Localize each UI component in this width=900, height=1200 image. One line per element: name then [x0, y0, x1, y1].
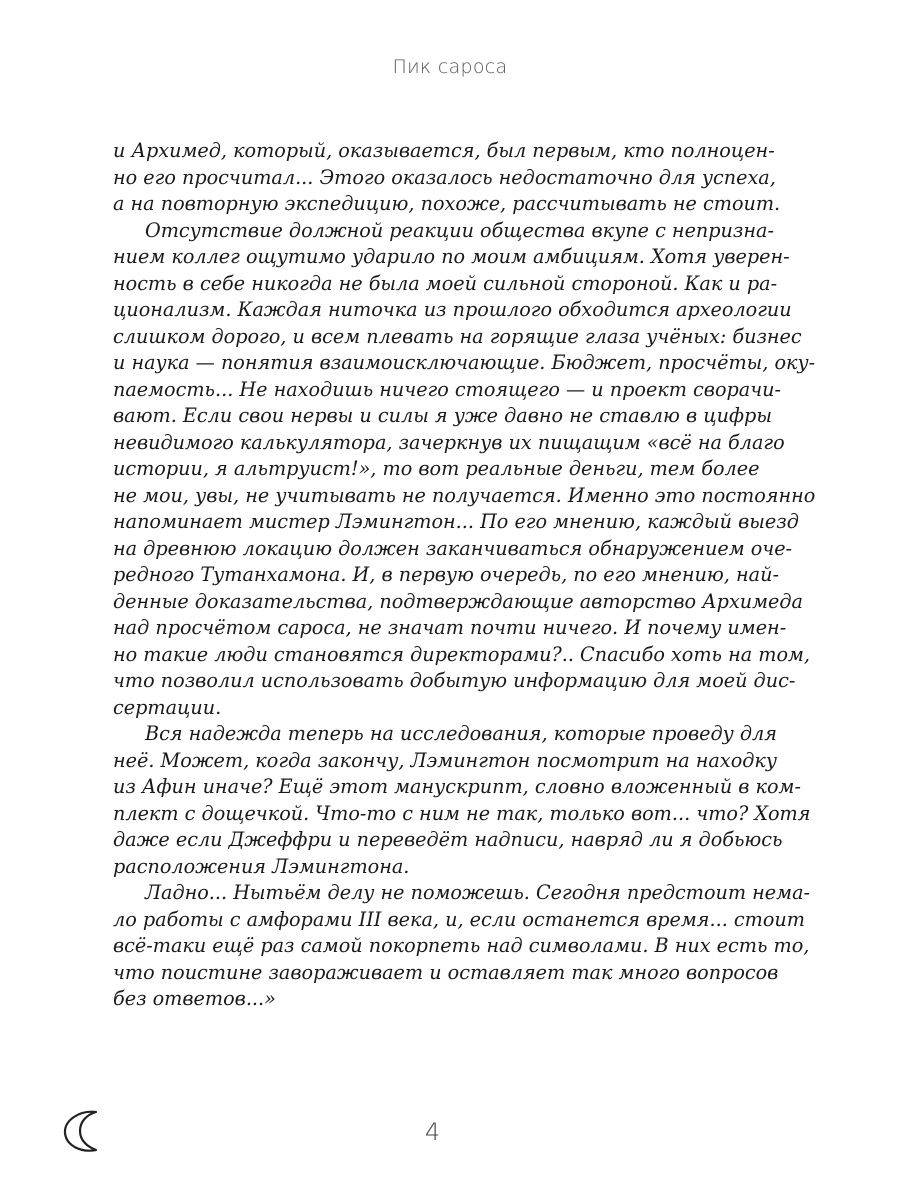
text-line: но его просчитал... Этого оказалось недостаточно для успеха,	[113, 165, 776, 189]
text-line: слишком дорого, и всем плевать на горящие глаза учёных: бизнес	[113, 324, 802, 348]
text-line: невидимого калькулятора, зачеркнув их пищащим «всё на благо	[113, 430, 785, 454]
text-line: ло работы с амфорами III века, и, если останется время... стоит	[113, 907, 805, 931]
text-line: что позволил использовать добытую информацию для моей дис-	[113, 669, 796, 692]
paragraph	[113, 721, 811, 880]
paragraph	[113, 218, 816, 722]
text-line: над просчётом сароса, не значат почти ничего. И почему имен-	[113, 616, 787, 639]
page-number: 4	[424, 1118, 441, 1146]
text-line: ционализм. Каждая ниточка из прошлого обходится археологии	[113, 298, 792, 321]
text-line: напоминает мистер Лэмингтон... По его мнению, каждый выезд	[113, 510, 799, 533]
text-line: истории, я альтруист!», то вот реальные деньги, тем более	[113, 457, 760, 480]
paragraph	[113, 880, 810, 1013]
text-line: расположения Лэмингтона.	[113, 854, 410, 878]
text-line: нием коллег ощутимо ударило по моим амбициям. Хотя уверен-	[113, 245, 790, 268]
body-text	[113, 138, 816, 1013]
text-line: ность в себе никогда не была моей сильной стороной. Как и ра-	[113, 271, 778, 295]
text-line: паемость... Не находишь ничего стоящего — и проект сворачи-	[113, 377, 782, 401]
text-line: но такие люди становятся директорами?.. Спасибо хоть на том,	[113, 642, 811, 666]
text-line: плект с дощечкой. Что-то с ним не так, только вот... что? Хотя	[113, 801, 811, 825]
text-line: из Афин иначе? Ещё этот манускрипт, словно вложенный в ком-	[113, 775, 801, 798]
text-line: не мои, увы, не учитывать не получается. Именно это постоянно	[113, 483, 816, 507]
text-line: редного Тутанхамона. И, в первую очередь, по его мнению, най-	[113, 563, 779, 586]
text-line: Ладно... Нытьём делу не поможешь. Сегодня предстоит нема-	[145, 881, 810, 904]
text-line: всё-таки ещё раз самой покорпеть над символами. В них есть то,	[113, 934, 810, 957]
paragraph	[113, 138, 781, 218]
text-line: Отсутствие должной реакции общества вкупе с непризна-	[145, 218, 774, 242]
text-line: даже если Джеффри и переведёт надписи, навряд ли я добьюсь	[113, 828, 783, 851]
text-line: денные доказательства, подтверждающие авторство Архимеда	[113, 589, 803, 613]
text-line: без ответов...»	[113, 987, 276, 1010]
text-line: Вся надежда теперь на исследования, которые проведу для	[145, 722, 777, 745]
text-line: сертации.	[113, 695, 222, 719]
text-line: а на повторную экспедицию, похоже, рассчитывать не стоит.	[113, 192, 781, 215]
text-line: и Архимед, который, оказывается, был первым, кто полноцен-	[113, 139, 775, 162]
text-line: что поистине завораживает и оставляет так много вопросов	[113, 960, 779, 984]
text-line: на древнюю локацию должен заканчиваться обнаружением оче-	[113, 536, 793, 560]
running-head: Пик сароса	[392, 56, 508, 78]
text-line: неё. Может, когда закончу, Лэмингтон посмотрит на находку	[113, 748, 777, 772]
text-line: и наука — понятия взаимоисключающие. Бюджет, просчёты, оку-	[113, 351, 816, 374]
text-line: вают. Если свои нервы и силы я уже давно не ставлю в цифры	[113, 404, 772, 427]
